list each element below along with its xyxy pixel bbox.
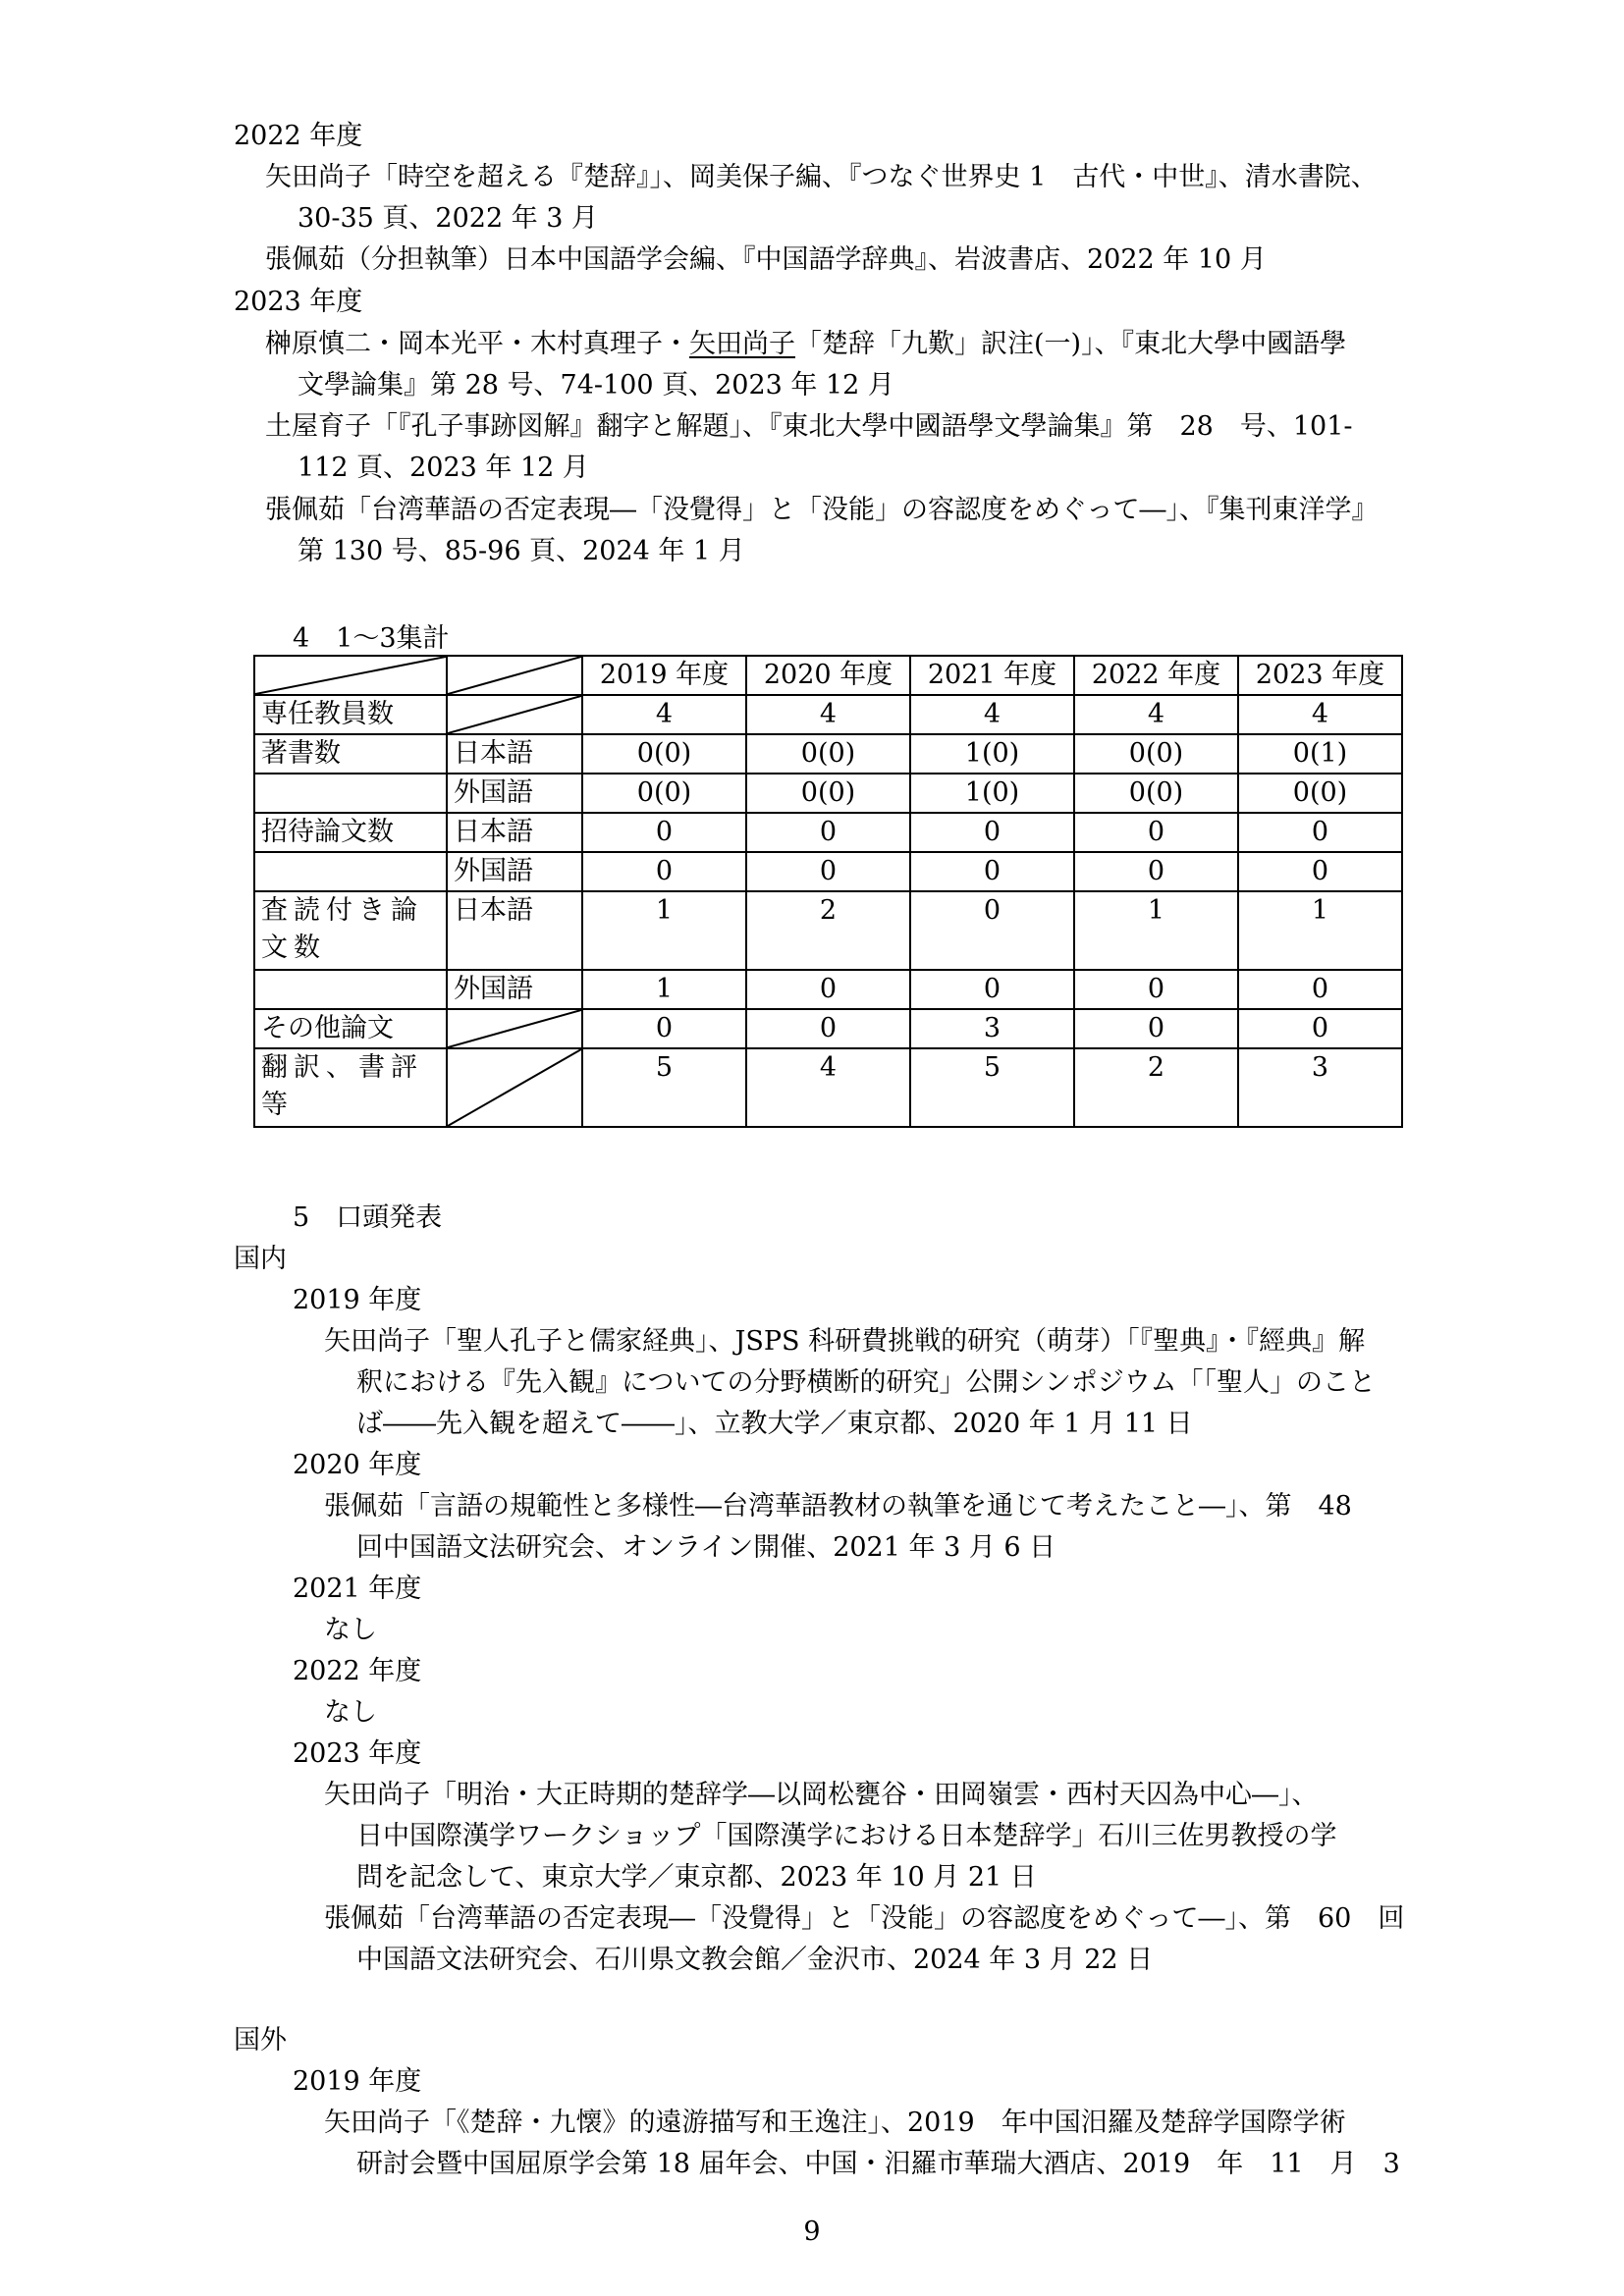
value-cell: 4 bbox=[746, 695, 910, 734]
value-cell: 0 bbox=[910, 852, 1074, 891]
table-row bbox=[254, 695, 1402, 734]
table-row bbox=[254, 970, 1402, 1009]
row-label: 著書数 bbox=[254, 734, 447, 774]
value-cell: 0(0) bbox=[746, 734, 910, 774]
value-cell: 2 bbox=[746, 891, 910, 970]
pub-2022-item-1 bbox=[265, 157, 1378, 240]
pub-2023-item-3-line-2: 第 130 号、85-96 頁、2024 年 1 月 bbox=[298, 536, 745, 566]
value-cell: 0 bbox=[910, 813, 1074, 852]
oral-domestic-2023-item-2-line-1: 張佩茹「台湾華語の否定表現―「没覺得」と「没能」の容認度をめぐって―」、第 60 回 bbox=[324, 1903, 1405, 1934]
table-row bbox=[254, 813, 1402, 852]
table-row bbox=[254, 774, 1402, 813]
header-corner-cell bbox=[254, 656, 447, 695]
value-cell: 0 bbox=[1238, 813, 1402, 852]
summary-header-row bbox=[254, 656, 1402, 695]
pub-2023-item-1-line-2: 文學論集』第 28 号、74-100 頁、2023 年 12 月 bbox=[298, 370, 894, 400]
value-cell: 1 bbox=[582, 891, 746, 970]
oral-domestic-2019-item bbox=[324, 1321, 1377, 1445]
oral-domestic-2020-line-2: 回中国語文法研究会、オンライン開催、2021 年 3 月 6 日 bbox=[356, 1532, 1056, 1563]
oral-overseas-heading: 国外 bbox=[234, 2025, 287, 2056]
oral-domestic-2021-none: なし bbox=[324, 1615, 377, 1645]
pub-2023-item-1 bbox=[265, 324, 1347, 406]
table-row bbox=[254, 1048, 1402, 1127]
row-label: その他論文 bbox=[254, 1009, 447, 1048]
sub-label-blank-cell bbox=[447, 695, 582, 734]
value-cell: 0 bbox=[746, 813, 910, 852]
oral-domestic-2023-item-2-line-2: 中国語文法研究会、石川県文教会館／金沢市、2024 年 3 月 22 日 bbox=[356, 1945, 1154, 1975]
pub-2023-item-2 bbox=[265, 406, 1353, 489]
sub-label: 外国語 bbox=[447, 970, 582, 1009]
oral-domestic-2020-item bbox=[324, 1486, 1352, 1569]
pub-2023-item-2-line-2: 112 頁、2023 年 12 月 bbox=[298, 453, 589, 483]
value-cell: 0(0) bbox=[746, 774, 910, 813]
oral-domestic-2022-heading: 2022 年度 bbox=[293, 1656, 422, 1686]
oral-domestic-2019-line-1: 矢田尚子「聖人孔子と儒家経典」、JSPS 科研費挑戦的研究（萌芽）「『聖典』・『經典』解 bbox=[324, 1326, 1366, 1357]
pub-2022-item-1-line-2: 30-35 頁、2022 年 3 月 bbox=[298, 203, 599, 234]
sub-label-blank-cell bbox=[447, 1009, 582, 1048]
oral-domestic-2022-none: なし bbox=[324, 1697, 377, 1728]
value-cell: 0 bbox=[1238, 970, 1402, 1009]
oral-domestic-2019-heading: 2019 年度 bbox=[293, 1285, 422, 1315]
value-cell: 1(0) bbox=[910, 734, 1074, 774]
value-cell: 5 bbox=[910, 1048, 1074, 1127]
value-cell: 0 bbox=[1074, 852, 1238, 891]
oral-domestic-2023-item-1-line-2: 日中国際漢学ワークショップ「国際漢学における日本楚辞学」石川三佐男教授の学 bbox=[356, 1821, 1337, 1851]
value-cell: 0 bbox=[1074, 970, 1238, 1009]
value-cell: 0 bbox=[1074, 1009, 1238, 1048]
value-cell: 0(0) bbox=[582, 774, 746, 813]
pub-2023-item-1-title: 「楚辞「九歎」訳注(一)」、『東北大學中國語學 bbox=[795, 329, 1347, 359]
oral-overseas-2019-line-2: 研討会暨中国屈原学会第 18 届年会、中国・汨羅市華瑞大酒店、2019 年 11 月 3 bbox=[356, 2149, 1400, 2179]
sub-label-blank-cell bbox=[447, 1048, 582, 1127]
sub-label: 日本語 bbox=[447, 734, 582, 774]
oral-domestic-heading: 国内 bbox=[234, 1244, 287, 1274]
value-cell: 4 bbox=[910, 695, 1074, 734]
value-cell: 0 bbox=[582, 1009, 746, 1048]
value-cell: 0 bbox=[1074, 813, 1238, 852]
sub-label: 外国語 bbox=[447, 774, 582, 813]
value-cell: 0(0) bbox=[1238, 774, 1402, 813]
value-cell: 0(0) bbox=[1074, 734, 1238, 774]
value-cell: 0 bbox=[582, 852, 746, 891]
pub-2023-item-3-line-1: 張佩茹「台湾華語の否定表現―「没覺得」と「没能」の容認度をめぐって―」、『集刊東洋学』 bbox=[265, 495, 1379, 525]
value-cell: 2 bbox=[1074, 1048, 1238, 1127]
year-header: 2019 年度 bbox=[582, 656, 746, 695]
oral-domestic-2021-heading: 2021 年度 bbox=[293, 1574, 422, 1604]
pub-2022-item-1-line-1: 矢田尚子「時空を超える『楚辞』」、岡美保子編、『つなぐ世界史 1 古代・中世』、清水書院、 bbox=[265, 162, 1378, 192]
oral-domestic-2023-item-1-line-3: 問を記念して、東京大学／東京都、2023 年 10 月 21 日 bbox=[356, 1862, 1037, 1893]
oral-domestic-2019-line-3: ば――先入観を超えて――」、立教大学／東京都、2020 年 1 月 11 日 bbox=[356, 1409, 1193, 1439]
value-cell: 4 bbox=[1074, 695, 1238, 734]
pub-2023-heading: 2023 年度 bbox=[234, 287, 363, 317]
row-label: 専任教員数 bbox=[254, 695, 447, 734]
header-sub-corner-cell bbox=[447, 656, 582, 695]
oral-domestic-2020-heading: 2020 年度 bbox=[293, 1450, 422, 1480]
row-label: 招待論文数 bbox=[254, 813, 447, 852]
value-cell: 1(0) bbox=[910, 774, 1074, 813]
value-cell: 4 bbox=[746, 1048, 910, 1127]
value-cell: 4 bbox=[1238, 695, 1402, 734]
value-cell: 0 bbox=[746, 852, 910, 891]
table-row bbox=[254, 852, 1402, 891]
value-cell: 4 bbox=[582, 695, 746, 734]
value-cell: 0 bbox=[746, 1009, 910, 1048]
row-label: 査読付き論文数 bbox=[254, 891, 447, 970]
year-header: 2023 年度 bbox=[1238, 656, 1402, 695]
row-label bbox=[254, 774, 447, 813]
value-cell: 1 bbox=[582, 970, 746, 1009]
value-cell: 1 bbox=[1074, 891, 1238, 970]
sub-label: 外国語 bbox=[447, 852, 582, 891]
oral-domestic-2019-line-2: 釈における『先入観』についての分野横断的研究」公開シンポジウム「「聖人」のこと bbox=[356, 1367, 1377, 1398]
oral-domestic-2020-line-1: 張佩茹「言語の規範性と多様性―台湾華語教材の執筆を通じて考えたこと―」、第 48 bbox=[324, 1491, 1352, 1522]
value-cell: 3 bbox=[910, 1009, 1074, 1048]
value-cell: 0 bbox=[746, 970, 910, 1009]
value-cell: 0(1) bbox=[1238, 734, 1402, 774]
value-cell: 0(0) bbox=[582, 734, 746, 774]
table-row bbox=[254, 1009, 1402, 1048]
oral-overseas-2019-item bbox=[324, 2103, 1400, 2185]
pub-2022-heading: 2022 年度 bbox=[234, 121, 363, 151]
oral-domestic-2023-item-1-line-1: 矢田尚子「明治・大正時期的楚辞学―以岡松甕谷・田岡嶺雲・西村天囚為中心―」、 bbox=[324, 1780, 1319, 1810]
pub-2023-item-3 bbox=[265, 490, 1379, 572]
year-header: 2022 年度 bbox=[1074, 656, 1238, 695]
oral-heading: 5 口頭発表 bbox=[293, 1202, 443, 1233]
row-label bbox=[254, 970, 447, 1009]
oral-domestic-2023-heading: 2023 年度 bbox=[293, 1738, 422, 1769]
summary-heading: 4 1～3集計 bbox=[293, 623, 450, 654]
sub-label: 日本語 bbox=[447, 813, 582, 852]
value-cell: 1 bbox=[1238, 891, 1402, 970]
value-cell: 3 bbox=[1238, 1048, 1402, 1127]
value-cell: 5 bbox=[582, 1048, 746, 1127]
year-header: 2021 年度 bbox=[910, 656, 1074, 695]
value-cell: 0 bbox=[1238, 852, 1402, 891]
pub-2023-item-1-underlined-author: 矢田尚子 bbox=[689, 329, 795, 359]
year-header: 2020 年度 bbox=[746, 656, 910, 695]
page-number: 9 bbox=[803, 2216, 821, 2247]
oral-overseas-2019-line-1: 矢田尚子「《楚辞・九懐》的遠游描写和王逸注」、2019 年中国汨羅及楚辞学国際学術 bbox=[324, 2108, 1346, 2138]
pub-2023-item-2-line-1: 土屋育子「『孔子事跡図解』翻字と解題」、『東北大學中國語學文學論集』第 28 号、101- bbox=[265, 411, 1353, 442]
oral-domestic-2023-item-1 bbox=[324, 1775, 1337, 1898]
oral-overseas-2019-heading: 2019 年度 bbox=[293, 2066, 422, 2097]
table-row bbox=[254, 891, 1402, 970]
value-cell: 0 bbox=[1238, 1009, 1402, 1048]
value-cell: 0 bbox=[910, 970, 1074, 1009]
row-label bbox=[254, 852, 447, 891]
summary-table bbox=[253, 655, 1403, 1128]
value-cell: 0(0) bbox=[1074, 774, 1238, 813]
row-label: 翻訳、書評等 bbox=[254, 1048, 447, 1127]
oral-domestic-2023-item-2 bbox=[324, 1898, 1405, 1981]
value-cell: 0 bbox=[910, 891, 1074, 970]
value-cell: 0 bbox=[582, 813, 746, 852]
pub-2022-item-2: 張佩茹（分担執筆）日本中国語学会編、『中国語学辞典』、岩波書店、2022 年 10 月 bbox=[265, 244, 1267, 275]
pub-2023-item-1-authors: 榊原慎二・岡本光平・木村真理子・ bbox=[265, 329, 689, 359]
sub-label: 日本語 bbox=[447, 891, 582, 970]
table-row bbox=[254, 734, 1402, 774]
